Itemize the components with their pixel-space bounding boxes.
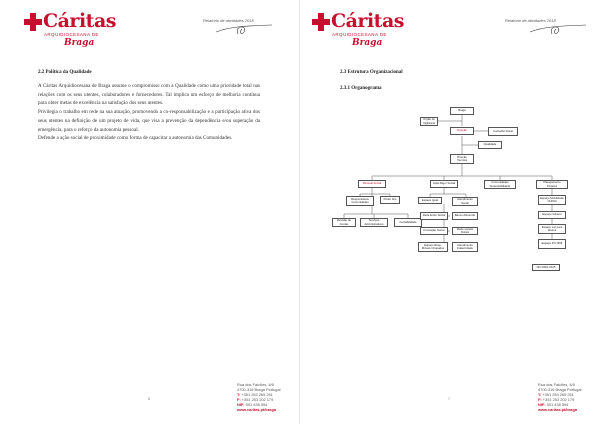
signature-icon (528, 23, 588, 36)
caritas-logo (24, 11, 116, 51)
org-col1-subitem: Serviços Administrativos (360, 218, 388, 227)
logo-name: Cáritas (331, 10, 404, 32)
cross-icon (24, 13, 42, 31)
report-title: Relatório de atividades 2018 (505, 18, 556, 23)
phone-label: T: (538, 392, 542, 397)
logo-subtitle: ARQUIDIOCESANA DE (332, 32, 387, 37)
logo-subtitle: ARQUIDIOCESANA DE (44, 32, 99, 37)
paragraph: Defende a ação social de proximidade como forma de capacitar a autonomia das Comunidades. (38, 135, 233, 142)
phone-value: +351 253 265 251 (241, 392, 273, 397)
org-col2-item: Rede Entre Social (420, 212, 448, 220)
org-fiscal: Conselho Fiscal (488, 127, 518, 136)
org-col2-item: Rede sociais Rurais (452, 227, 478, 235)
org-col4-item: Espaço Gênero (538, 211, 566, 219)
footer (538, 382, 581, 412)
org-quality: Qualidade (478, 141, 502, 149)
caritas-logo (312, 11, 404, 51)
org-col2-item: Atendimento Social (452, 197, 478, 206)
report-title: Relatório de atividades 2018 (203, 18, 254, 23)
fax-label: F: (538, 397, 542, 402)
phone-label: T: (237, 392, 241, 397)
org-col4-item: Espaço PO ISMI (538, 239, 566, 249)
org-col2-item: Banco Alimentar (452, 212, 478, 220)
fax-value: +351 253 202 179 (241, 397, 274, 402)
page-number: 7 (448, 397, 450, 401)
org-col4-head: Planejamento Projetos (536, 180, 568, 189)
nif-label: NIF: (538, 402, 546, 407)
footer (237, 382, 280, 412)
org-col4-item: Espaço Lar para Idosos (538, 224, 566, 234)
org-col2-item: Espaço Resp. Móveis Ocupados (418, 242, 448, 252)
org-col1-item: Responsáveis Comunidades (346, 196, 374, 206)
footer-address2: 4700-316 Braga Portugal (237, 387, 281, 392)
nif-label: NIF: (237, 402, 245, 407)
subsection-title: 2.3.1 Organograma (340, 86, 382, 91)
org-certificate: ISO 9001:2015 (532, 264, 560, 271)
signature-icon (214, 23, 274, 36)
org-col2-item: Formação Social (420, 227, 448, 235)
footer-address2: 4700-316 Braga Portugal (538, 387, 582, 392)
page-number: 6 (148, 397, 150, 401)
footer-website[interactable]: www.caritas.pt/braga (237, 407, 276, 412)
logo-city: Braga (64, 38, 95, 48)
org-col4-item: Espaço Mobilidade CLDS3 (538, 195, 566, 205)
org-col2-item: Atendimento Fraternidade (452, 242, 478, 252)
org-col1-subitem: Contabilidade (394, 218, 422, 227)
paragraph: Privilegia o trabalho em rede na sua atuação, promovendo a co-responsabilização e a participação ativa dos seus utentes na definição de um projeto de vida, que visa a prevenção da dependência e/ou superação da emergência, para o reforço da autonomia pessoal. (38, 109, 260, 133)
org-chart (312, 104, 574, 276)
section-title: 2.2 Política da Qualidade (38, 70, 92, 75)
footer-website[interactable]: www.caritas.pt/braga (538, 407, 577, 412)
org-col3-head: Comunidades Sustentabilidade (484, 180, 516, 189)
paragraph: A Cáritas Arquidiocesana de Braga assume o compromisso com a Qualidade como uma prioridade total nas relações com os seus utentes, colaboradores e fornecedores. Tal implica um esforço de melhoria contínua para obter metas de excelência na satisfação dos seus utentes. (38, 83, 260, 107)
logo-city: Braga (352, 38, 383, 48)
org-col1-item: Poder tulo (380, 196, 400, 204)
org-col1-head: Pessoal Social (358, 180, 386, 188)
org-col2-item: Espaço Igual (418, 197, 442, 204)
body-text (38, 82, 260, 143)
nif-value: 501 438 594 (546, 402, 569, 407)
nif-value: 501 438 594 (245, 402, 268, 407)
fax-value: +351 253 202 179 (542, 397, 575, 402)
org-technical-direction: Direção Técnica (450, 154, 474, 164)
fax-label: F: (237, 397, 241, 402)
org-col1-subitem: Revisão de Contas (332, 218, 356, 227)
footer-address1: Rua dos Falcões, 4/6 (538, 382, 575, 387)
footer-address1: Rua dos Falcões, 4/6 (237, 382, 274, 387)
org-assembly: Orgão de Vigilância (420, 117, 438, 126)
org-top: Braga (450, 107, 474, 115)
section-title: 2.3 Estrutura Organizacional (340, 70, 403, 75)
phone-value: +351 253 265 251 (542, 392, 574, 397)
logo-name: Cáritas (43, 10, 116, 32)
org-col2-head: Ação Rigor Social (430, 180, 458, 188)
org-board: Direção (450, 127, 474, 135)
cross-icon (312, 13, 330, 31)
